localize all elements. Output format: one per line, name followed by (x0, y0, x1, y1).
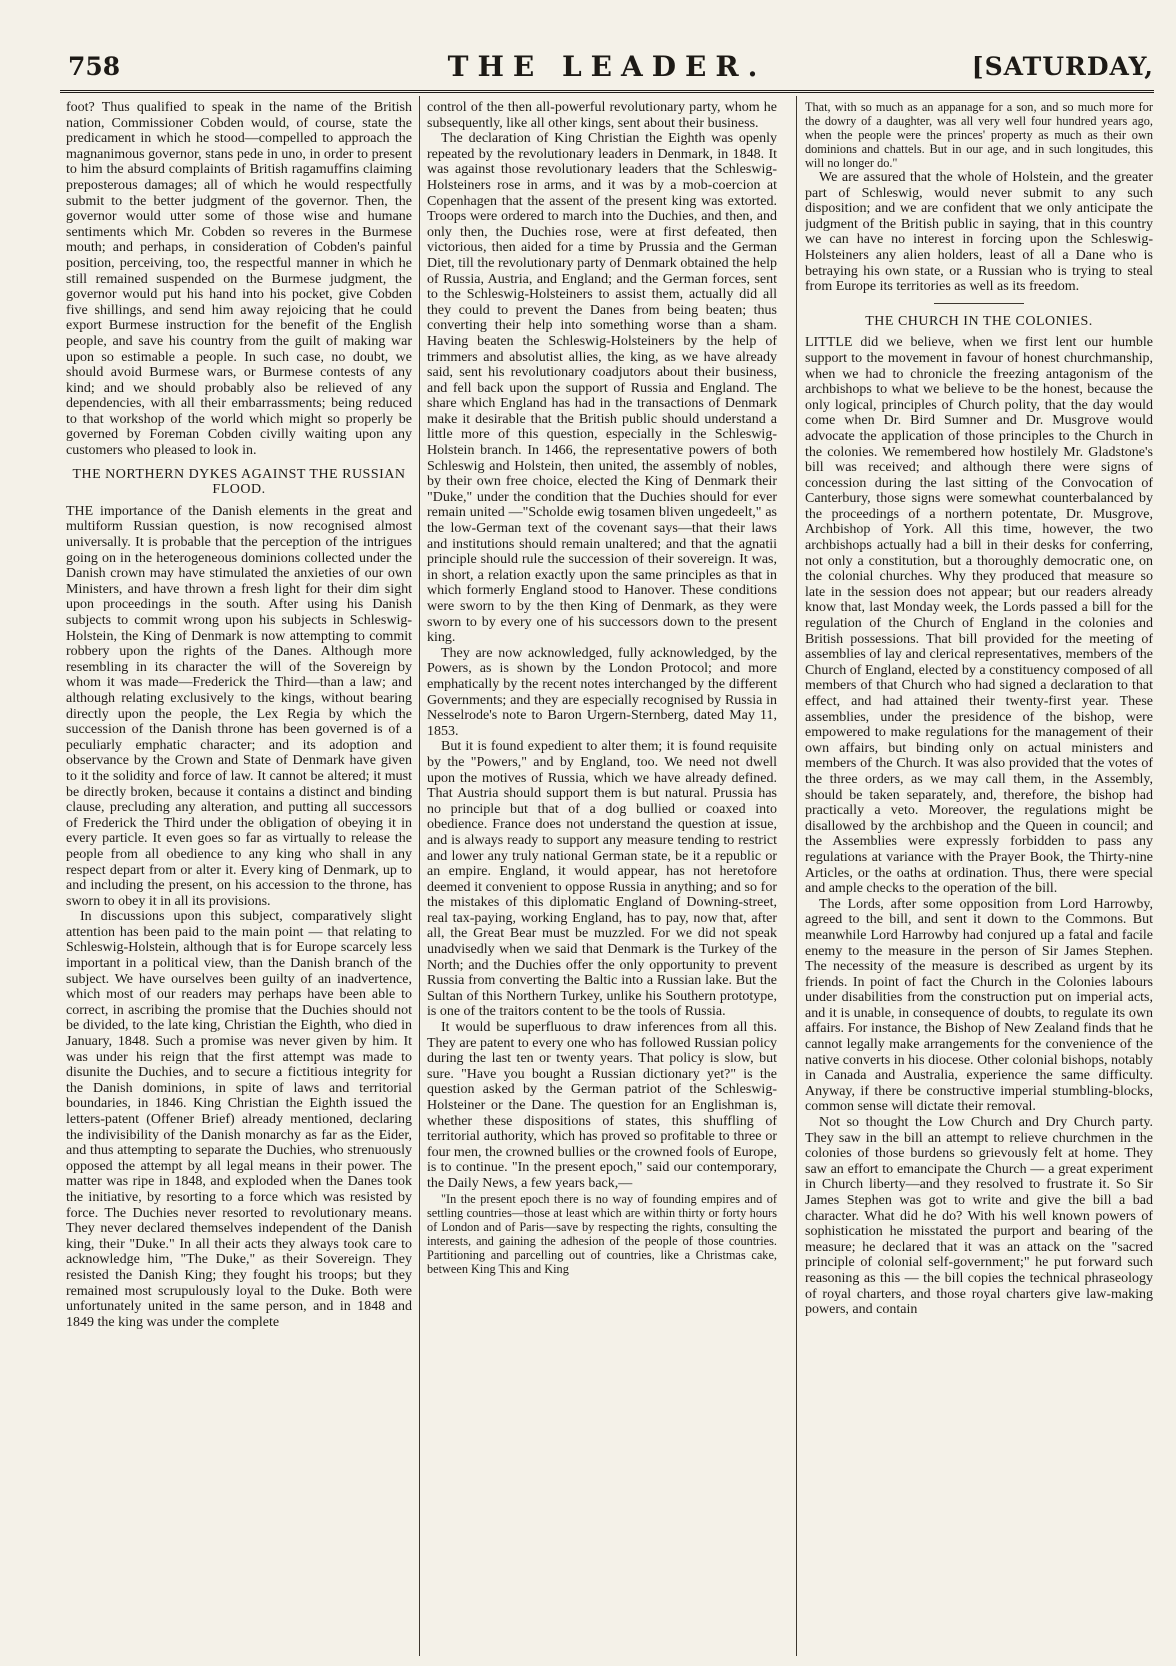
column-rule (796, 96, 797, 1656)
issue-day: [SATURDAY, (971, 52, 1154, 81)
paragraph: It would be superfluous to draw inferences from all this. They are patent to every one who has followed Russian policy during the last ten or twenty years. That policy is slow, but sure. "Have you bought a Russian dictionary yet?" is the question asked by the German patriot of the Schleswig-Holsteiner or the Dane. The question for an Englishman is, whether these dispositions of states, this shuffling of territorial authority, which has proved so profitable to three or four men, the crowned bullies or the crowned fools of Europe, is to continue. "In the present epoch," said our contemporary, the Daily News, a few years back,— (427, 1020, 777, 1191)
paragraph: THE importance of the Danish elements in the great and multiform Russian question, is now recognised almost universally. It is probable that the perception of the intrigues going on in the heterogeneous dominions collected under the Danish crown may have stimulated the anxieties of our own Ministers, and have thrown a fresh light for their dim sight upon proceedings in the south. After using his Danish subjects to commit wrong upon his subjects in Schleswig-Holstein, the King of Denmark is now attempting to commit robbery upon the rights of the Danes. Although more resembling in its character the will of the Sovereign by whom it was made—Frederick the Third—than a law; and although relating exclusively to the kings, without bearing directly upon the people, the Lex Regia by which the succession of the Danish throne has been governed is of a peculiarly emphatic character; and its adoption and observance by the Crown and State of Denmark have given to it the solidity and force of law. It cannot be altered; it must be directly broken, because it contains a distinct and binding clause, precluding any alteration, and putting all successors of Frederick the Third under the obligation of obeying it in every particle. It even goes so far as virtually to release the people from all obedience to any king who shall in any respect depart from or alter it. Every king of Denmark, up to and including the present, on his accession to the throne, has sworn to obey it in all its provisions. (66, 503, 412, 909)
article-heading: THE NORTHERN DYKES AGAINST THE RUSSIAN FLOOD. (72, 466, 406, 498)
paragraph: LITTLE did we believe, when we first lent our humble support to the movement in favour of honest churchmanship, when we had to chronicle the freezing antagonism of the archbishops to what we believe to be the honest, because the only logical, principles of Church polity, that the day would come when Dr. Bird Sumner and Dr. Musgrove would advocate the application of those principles to the Church in the colonies. We remembered how hostilely Mr. Gladstone's bill was received; and although there were signs of concession during the last sitting of the Convocation of Canterbury, those signs were somewhat counterbalanced by the proceedings of a northern potentate, Dr. Musgrove, Archbishop of York. All this time, however, the two archbishops actually had a bill in their desks for conferring, not only a constitution, but a thoroughly democratic one, on the colonial churches. Why they produced that measure so late in the session does not appear; but our readers already know that, last Monday week, the Lords passed a bill for the regulation of the Church of England in the colonies and British possessions. That bill provided for the meeting of assemblies of lay and clerical representatives, members of the Church of England, elected by a constituency composed of all members of that Church who had signed a declaration to that effect, and had attained their twenty-first year. These assemblies, under the presidence of the bishop, were empowered to make regulations for the management of their own affairs, but binding only on actual ministers and members of the Church. It was also provided that the votes of the three orders, as we may call them, in the Assembly, should be taken separately, and, therefore, the bishop had practically a veto. Moreover, the regulations might be disallowed by the archbishop and the Queen in council; and the Assemblies were expressly forbidden to pass any regulations at variance with the Prayer Book, the Thirty-nine Articles, or the oaths at ordination. Thus, there were special and ample checks to the operation of the bill. (805, 335, 1153, 897)
quotation: "In the present epoch there is no way of founding empires and of settling countries—those at least which are within thirty or forty hours of London and of Paris—save by respecting the rights, consulting the interests, and gaining the adhesion of the people of those countries. Partitioning and parcelling out of countries, like a Christmas cake, between King This and King (427, 1191, 777, 1276)
paragraph: They are now acknowledged, fully acknowledged, by the Powers, as is shown by the London Protocol; and more emphatically by the recent notes interchanged by the different Governments; and they are especially recognised by Russia in Nesselrode's note to Baron Urgern-Sternberg, dated May 11, 1853. (427, 645, 777, 739)
column-1 (66, 100, 412, 1650)
section-divider (934, 303, 1024, 304)
paragraph: The declaration of King Christian the Eighth was openly repeated by the revolutionary leaders in Denmark, in 1848. It was against those revolutionary leaders that the Schleswig-Holsteiners rose in arms, and it was by a mob-coercion at Copenhagen that the assent of the present king was extorted. Troops were ordered to march into the Duchies, and then, and only then, the Duchies rose, were at first defeated, then victorious, then aided for a time by Prussia and the German Diet, till the revolutionary party of Denmark obtained the help of Russia, Austria, and England; and the German forces, sent to the Schleswig-Holsteiners to assist them, actually did all they could to prevent the Danes from being beaten; thus converting their help into something worse than a sham. Having beaten the Schleswig-Holsteiners by the help of trimmers and absolutist allies, the king, as we have already said, sent his revolutionary coadjutors about their business, and fell back upon the support of Russia and England. The share which England has had in the transactions of Denmark make it desirable that the British public should understand a little more of this question, especially in the Schleswig-Holstein branch. In 1466, the representative powers of both Schleswig and Holstein, then united, the assembly of nobles, by their own free choice, elected the King of Denmark their "Duke," under the condition that the Duchies should for ever remain united —"Scholde ewig tosamen bliven ungedeelt," as the low-German text of the covenant says—that their laws and institutions should remain unaltered; and that the agnatii principle should rule the succession of their sovereign. It was, in short, a relation exactly upon the same principles as that in which formerly England stood to Hanover. These conditions were sworn to by the then King of Denmark, as they were sworn to by every one of his successors down to the present king. (427, 131, 777, 646)
masthead (60, 50, 1154, 93)
paragraph: The Lords, after some opposition from Lord Harrowby, agreed to the bill, and sent it down to the Commons. But meanwhile Lord Harrowby had conjured up a fatal and facile enemy to the measure in the person of Sir James Stephen. The necessity of the measure is described as urgent by its friends. In point of fact the Church in the Colonies labours under disabilities from the construction put on imperial acts, and it is unable, in consequence of doubts, to regulate its own affairs. For instance, the Bishop of New Zealand finds that he cannot legally make arrangements for the convenience of the native converts in his diocese. Other colonial bishops, notably in Canada and Australia, experience the same difficulty. Anyway, if there be constructive imperial stumbling-blocks, common sense will dictate their removal. (805, 896, 1153, 1115)
quotation: That, with so much as an appanage for a son, and so much more for the dowry of a daughter, was all very well four hundred years ago, when the people were the princes' property as much as their own dominions and chattels. But in our age, and in such longitudes, this will no longer do." (805, 100, 1153, 170)
paragraph: Not so thought the Low Church and Dry Church party. They saw in the bill an attempt to relieve churchmen in the colonies of those burdens so grievously felt at home. They saw an effort to emancipate the Church — a great experiment in Church liberty—and they resolved to frustrate it. So Sir James Stephen was got to write and give the bill a bad character. What did he do? With his well known powers of sophistication he misstated the purport and bearing of the measure; he declared that it was an attack on the "sacred principle of colonial self-government;" he put forward such reasoning as this — the bill copies the technical phraseology of royal charters, and those royal charters give law-making powers, and contain (805, 1115, 1153, 1318)
paragraph: foot? Thus qualified to speak in the name of the British nation, Commissioner Cobden would, of course, state the predicament in which he stood—compelled to approach the magnanimous governor, stans pede in uno, in order to present to him the absurd complaints of British ragamuffins claiming preposterous damages; all of which he would respectfully submit to the better judgment of the governor. Then, the governor would utter some of those wise and humane sentiments which Mr. Cobden so reveres in the Burmese mouth; and perhaps, in consideration of Cobden's painful position, perceiving, too, the respectful manner in which he still remained suspended on the Burmese judgment, the governor would put his hand into his pocket, give Cobden five shillings, and send him away rejoicing that he could export Burmese instruction for the benefit of the English people, and save his country from the guilt of making war upon so estimable a people. In such case, no doubt, we should avoid Burmese wars, or Burmese contests of any kind; and we should probably also be relieved of any dependencies, with all their embarrassments; being reduced to that workshop of the world which might so properly be governed by Foreman Cobden civilly waiting upon any customers who pleased to look in. (66, 100, 412, 459)
paragraph: In discussions upon this subject, comparatively slight attention has been paid to the main point — that relating to Schleswig-Holstein, although that is for Europe scarcely less important in a political view, than the Danish branch of the subject. We have ourselves been guilty of an inadvertence, which most of our readers may perhaps have been able to correct, in ascribing the promise that the Duchies should not be divided, to the late king, Christian the Eighth, who died in January, 1848. Such a promise was never given by him. It was under his reign that the first attempt was made to disunite the Duchies, and to secure a fictitious integrity for the Danish dominions, in spite of laws and territorial boundaries, in 1846. King Christian the Eighth issued the letters-patent (Offener Brief) already mentioned, declaring the indivisibility of the Danish monarchy as far as the Eider, and thus attempting to separate the Duchies, who strenuously opposed the attempt by all legal means in their power. The matter was ripe in 1848, and exploded when the Danes took the initiative, by resorting to a force which was resisted by force. The Duchies never resorted to revolutionary means. They never declared themselves independent of the Danish king, their "Duke." In all their acts they always took care to acknowledge him, "The Duke," as their Sovereign. They resisted the Danish King; they fought his troops; but they remained most scrupulously loyal to the Duke. Both were unfortunately united in the same person, and in 1848 and 1849 the king was under the complete (66, 909, 412, 1330)
article-heading: THE CHURCH IN THE COLONIES. (865, 313, 1093, 329)
column-3 (805, 100, 1153, 1650)
column-rule (419, 96, 420, 1656)
paragraph: But it is found expedient to alter them; it is found requisite by the "Powers," and by England, too. We need not dwell upon the motives of Russia, which we have already defined. That Austria should support them is but natural. Prussia has no principle but that of a dog bullied or coaxed into obedience. France does not understand the question at issue, and is always ready to support any measure tending to restrict and lower any truly national German state, be it a republic or an empire. England, it would appear, has not heretofore deemed it convenient to oppose Russia in anything; and so for the mistakes of this diplomatic England of Downing-street, real tax-paying, working England, has to pay, now that, after all, the Great Bear must be muzzled. For we did not speak unadvisedly when we said that Denmark is the Turkey of the North; and the Duchies offer the only opportunity to prevent Russia from converting the Baltic into a Russian lake. But the Sultan of this Northern Turkey, unlike his Southern prototype, is one of the traitors content to be the tools of Russia. (427, 739, 777, 1020)
newspaper-title: THE LEADER. (447, 50, 767, 83)
paragraph: We are assured that the whole of Holstein, and the greater part of Schleswig, would never submit to any such disposition; and we are confident that we only anticipate the judgment of the British public in saying, that in this country we can have no interest in forcing upon the Schleswig-Holsteiners any alien holders, least of all a Dane who is betraying his own state, or a Russian who is trying to steal from Europe its territories as well as its freedom. (805, 170, 1153, 295)
paragraph: control of the then all-powerful revolutionary party, whom he subsequently, like all other kings, sent about their business. (427, 100, 777, 131)
page-number: 758 (68, 52, 121, 81)
column-2 (427, 100, 777, 1650)
